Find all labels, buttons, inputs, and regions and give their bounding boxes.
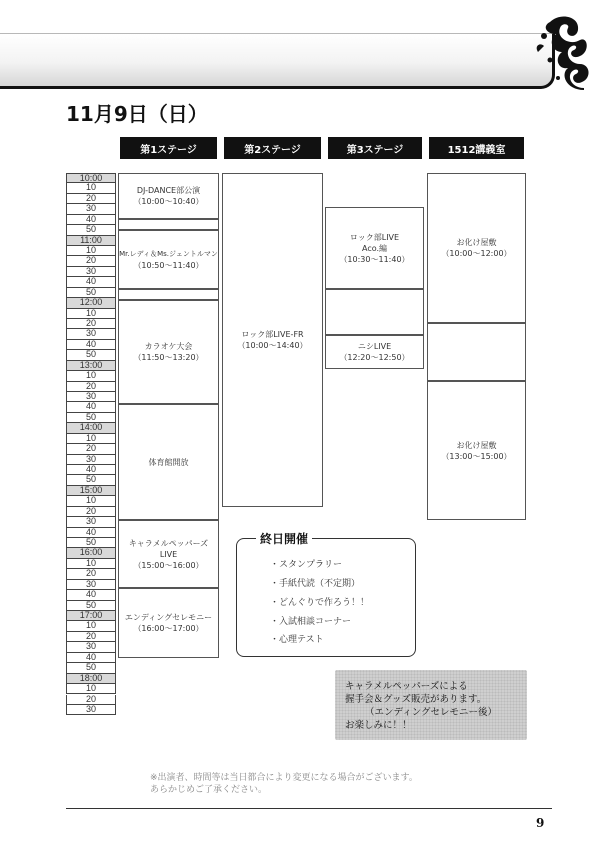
time-slot: 10	[66, 559, 116, 569]
event-block	[222, 173, 323, 507]
time-slot: 16:00	[66, 548, 116, 558]
time-slot: 30	[66, 329, 116, 339]
time-slot: 20	[66, 256, 116, 266]
event-title: お化け屋敷	[456, 440, 497, 450]
event-block	[118, 404, 219, 520]
event-block	[118, 588, 219, 658]
time-slot: 20	[66, 632, 116, 642]
time-slot: 50	[66, 350, 116, 360]
time-slot: 15:00	[66, 486, 116, 496]
event-time: （16:00〜17:00）	[133, 624, 204, 633]
time-slot: 40	[66, 528, 116, 538]
event-time: （13:00〜15:00）	[441, 451, 512, 461]
time-slot: 20	[66, 695, 116, 705]
event-block	[118, 230, 219, 289]
time-slot: 20	[66, 194, 116, 204]
event-title-line2: Aco.編	[361, 243, 388, 253]
time-slot: 18:00	[66, 674, 116, 684]
empty-slot	[118, 289, 219, 300]
event-time: （10:00〜14:40）	[237, 341, 308, 350]
time-slot: 30	[66, 642, 116, 652]
event-title: カラオケ大会	[144, 342, 193, 351]
event-time: （10:00〜12:00）	[441, 249, 512, 258]
time-slot: 50	[66, 413, 116, 423]
event-time: （10:30〜11:40）	[339, 254, 410, 264]
time-slot: 20	[66, 507, 116, 517]
event-block	[427, 173, 526, 323]
time-slot: 30	[66, 392, 116, 402]
time-slot: 11:00	[66, 236, 116, 246]
footer-divider	[66, 808, 552, 809]
time-slot: 10	[66, 371, 116, 381]
allday-item: ・スタンプラリー	[270, 560, 343, 570]
time-slot: 50	[66, 601, 116, 611]
column-header-room1512: 1512講義室	[427, 135, 526, 161]
event-time: （15:00〜16:00）	[133, 560, 204, 570]
time-slot: 20	[66, 382, 116, 392]
notice-line: 握手会＆グッズ販売があります。	[345, 694, 487, 705]
time-slot: 20	[66, 569, 116, 579]
time-slot: 30	[66, 517, 116, 527]
column-header-stage3: 第3ステージ	[326, 135, 424, 161]
time-slot: 30	[66, 705, 116, 715]
time-slot: 40	[66, 215, 116, 225]
header-banner	[0, 33, 555, 89]
allday-item: ・手紙代読（不定期）	[270, 579, 361, 589]
event-title-line2: LIVE	[159, 549, 178, 559]
event-title: エンディングセレモニー	[124, 613, 213, 622]
event-title: キャラメルペッパーズ	[128, 538, 209, 548]
time-slot: 30	[66, 455, 116, 465]
time-slot: 10	[66, 684, 116, 694]
column-header-stage1: 第1ステージ	[118, 135, 219, 161]
time-slot: 50	[66, 538, 116, 548]
time-slot: 30	[66, 204, 116, 214]
time-slot: 10	[66, 183, 116, 193]
event-time: （10:00〜10:40）	[133, 197, 204, 206]
event-title: お化け屋敷	[456, 238, 497, 247]
floral-ornament-icon	[530, 12, 594, 92]
time-slot: 40	[66, 277, 116, 287]
empty-slot	[325, 289, 424, 335]
event-title: Mr.レディ＆Ms.ジェントルマン	[119, 249, 218, 258]
allday-item: ・どんぐりで作ろう！！	[270, 598, 370, 608]
time-slot: 10:00	[66, 173, 116, 183]
time-slot: 50	[66, 225, 116, 235]
time-slot: 50	[66, 475, 116, 485]
time-slot: 40	[66, 340, 116, 350]
footnote-line: あらかじめご了承ください。	[150, 785, 268, 795]
time-slot: 17:00	[66, 611, 116, 621]
event-title: ニシLIVE	[357, 342, 392, 351]
notice-text	[345, 680, 497, 732]
footnote	[150, 772, 418, 796]
time-slot: 10	[66, 309, 116, 319]
time-slot: 40	[66, 402, 116, 412]
time-slot: 14:00	[66, 423, 116, 433]
time-slot: 40	[66, 653, 116, 663]
time-slot: 13:00	[66, 361, 116, 371]
time-slot: 20	[66, 319, 116, 329]
time-slot: 50	[66, 288, 116, 298]
event-time: （11:50〜13:20）	[133, 353, 204, 362]
empty-slot	[118, 219, 219, 230]
time-slot: 10	[66, 434, 116, 444]
event-time: （10:50〜11:40）	[133, 260, 204, 270]
page-number: 9	[536, 816, 545, 830]
event-title: 体育館開放	[148, 457, 189, 467]
notice-line: お楽しみに！！	[345, 720, 412, 731]
event-time: （12:20〜12:50）	[339, 353, 410, 362]
event-title: DJ-DANCE部公演	[136, 186, 201, 195]
column-header-stage2: 第2ステージ	[222, 135, 323, 161]
page-title: 11月9日（日）	[66, 102, 208, 126]
time-slot: 20	[66, 444, 116, 454]
allday-title: 終日開催	[256, 530, 312, 547]
time-slot: 40	[66, 590, 116, 600]
time-slot: 40	[66, 465, 116, 475]
time-slot: 30	[66, 267, 116, 277]
time-slot: 10	[66, 621, 116, 631]
footnote-line: ※出演者、時間等は当日都合により変更になる場合がございます。	[150, 773, 418, 783]
empty-slot	[427, 323, 526, 381]
notice-line: キャラメルペッパーズによる	[345, 681, 468, 692]
event-title: ロック部LIVE	[349, 232, 400, 242]
time-slot: 12:00	[66, 298, 116, 308]
time-slot: 30	[66, 580, 116, 590]
time-slot: 10	[66, 246, 116, 256]
time-slot: 10	[66, 496, 116, 506]
event-block	[325, 207, 424, 289]
event-title: ロック部LIVE-FR	[241, 330, 304, 339]
event-block	[118, 173, 219, 219]
event-block	[118, 520, 219, 588]
time-slot: 50	[66, 663, 116, 673]
allday-item: ・心理テスト	[270, 635, 324, 645]
notice-line: （エンディングセレモニー後）	[365, 707, 498, 718]
allday-item: ・入試相談コーナー	[270, 617, 352, 627]
event-block	[118, 300, 219, 404]
event-block	[427, 381, 526, 520]
event-block	[325, 335, 424, 369]
